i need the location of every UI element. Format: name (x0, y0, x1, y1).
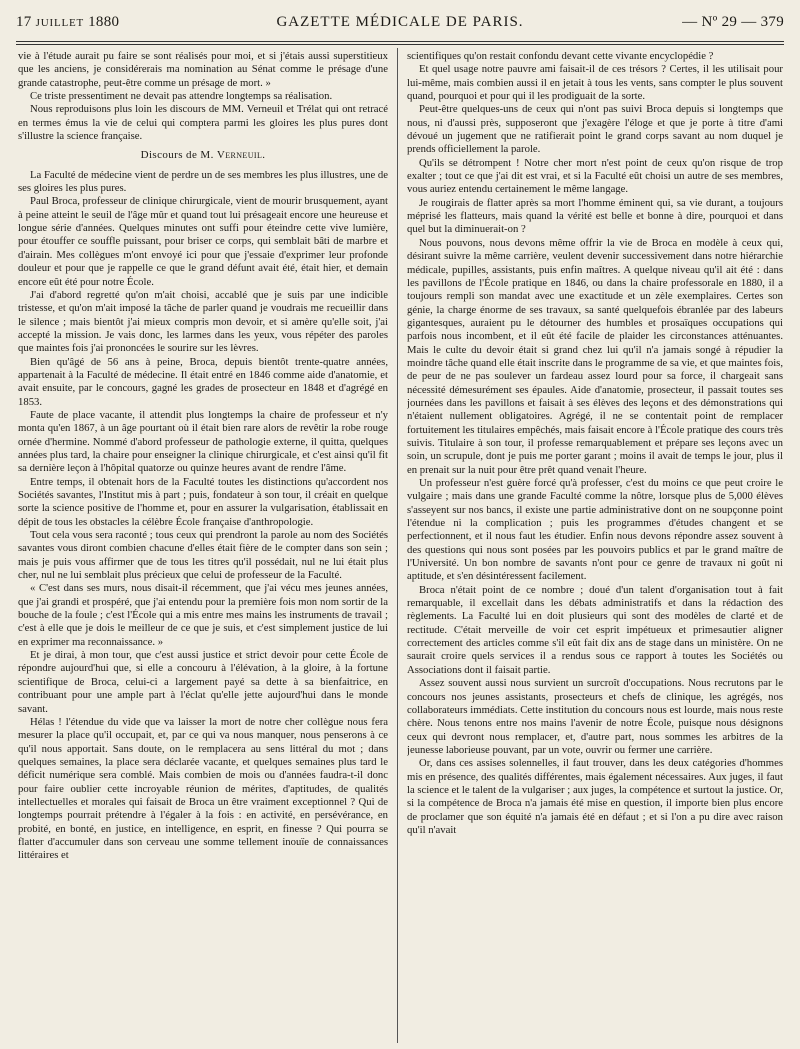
paragraph: J'ai d'abord regretté qu'on m'ait choisi, accablé que je suis par une indicible tristesse, et qu'on m'ait imposé la tâche de parler quand je voudrais me recueillir dans le silence ; mais bientôt j'ai mieux compris mon devoir, et si amère qu'elle soit, j'ai accepté la mission. Je vais donc, les larmes dans les yeux, vous répéter des paroles que maintes fois j'ai prononcées le sourire sur les lèvres. (18, 288, 388, 355)
header-rule (16, 41, 784, 42)
paragraph: Je rougirais de flatter après sa mort l'homme éminent qui, sa vie durant, a toujours méprisé les flatteurs, mais quand la vérité est belle et bonne à dire, pourquoi et dans quel but la diminuerait-on ? (407, 196, 783, 236)
paragraph: Faute de place vacante, il attendit plus longtemps la chaire de professeur et n'y monta qu'en 1867, à un âge pourtant où il était bien rare alors de revêtir la robe rouge ornée d'hermine. Nommé d'abord professeur de pathologie externe, il quitta, quelques années plus tard, la chaire pour enseigner la clinique chirurgicale, et c'est ainsi qu'il fit sa dernière leçon à l'hôpital quatorze ou quinze heures avant de rendre l'âme. (18, 408, 388, 475)
paragraph: Peut-être quelques-uns de ceux qui n'ont pas suivi Broca depuis si longtemps que nous, ni d'aussi près, supposeront que j'exagère l'éloge et que je porte à titre d'ami dévoué un jugement que ne ratifierait point le grand corps savant au nom duquel je prends officiellement la parole. (407, 103, 783, 156)
paragraph: Or, dans ces assises solennelles, il faut trouver, dans les deux catégories d'hommes mis en présence, des qualités différentes, mais également nécessaires. Aux juges, il faut la science et le talent de la vulgariser ; aux juges, la compétence et surtout la justice. Or, si la compétence de Broca n'a jamais été mise en question, il importe bien plus encore de proclamer que son équité n'a jamais été en défaut ; et si l'on a pu dire avec raison qu'il n'avait (407, 757, 783, 836)
quotation-paragraph: « C'est dans ses murs, nous disait-il récemment, que j'ai vécu mes jeunes années, que j'ai grandi et prospéré, que j'ai entendu pour la première fois mon nom sortir de la bouche de la foule ; c'est l'École qui a mis entre mes mains les instruments de travail ; c'est à elle que je dois le meilleur de ce que je suis, et c'est simplement justice de lui en exprimer ma reconnaissance. » (18, 582, 388, 648)
paragraph: Nous pouvons, nous devons même offrir la vie de Broca en modèle à ceux qui, désirant suivre la même carrière, veulent devenir successivement dans notre hiérarchie médicale, pupilles, assistants, puis enfin maîtres. A quelque niveau qu'il ait été : dans les pavillons de l'École pratique en 1846, ou dans la chaire professorale en 1880, il a toujours rempli son mandat avec une exactitude et un zèle exemplaires. Certes son génie, la charge énorme de ses travaux, sa santé quelquefois ébranlée par des labeurs gigantesques, auraient pu le détourner des humbles et prosaïques occupations qui parfois nous incombent, et il eût été facile de plaider les circonstances atténuantes. Mais le culte du devoir était si grand chez lui qu'il n'a jamais songé à répudier la moindre tâche quand elle était inscrite dans le programme de sa vie, et que maintes fois, de peur de ne pas soulever un fardeau assez lourd pour sa force, il chargeait sans nécessité démesurément ses épaules. Aide d'anatomie, prosecteur, il passait toutes ses journées dans les pavillons et faisait à ses élèves des leçons et des démonstrations qui n'étaient nullement obligatoires. Agrégé, il ne se contentait point de remplacer fortuitement les titulaires empêchés, mais faisait encore à l'École pratique des cours très suivis. Titulaire à son tour, il professe remarquablement et prépare ses leçons avec un soin, un scrupule, dont je puis me porter garant ; moins il avait de temps le jour, plus il en prenait sur la nuit pour être prêt quand venait l'heure. (407, 236, 783, 476)
header-issue-page (682, 14, 784, 31)
journal-title: GAZETTE MÉDICALE DE PARIS. (276, 14, 524, 30)
column-divider (397, 48, 398, 1043)
heading-prefix: Discours de M. (140, 149, 214, 162)
right-column (407, 50, 783, 1045)
paragraph: Bien qu'âgé de 56 ans à peine, Broca, depuis bientôt trente-quatre années, appartenait à la Faculté de médecine. Il était entré en 1846 comme aide d'anatomie, et avait ensuite, par le concours, gagné les grades de prosecteur en 1848 et d'agrégé en 1853. (18, 355, 388, 408)
paragraph: Nous reproduisons plus loin les discours de MM. Verneuil et Trélat qui ont retracé en termes émus la vie de celui qui comptera parmi les gloires les plus pures dont s'illustre la science française. (18, 103, 388, 143)
paragraph: scientifiques qu'on restait confondu devant cette vivante encyclopédie ? (407, 50, 714, 62)
left-column (18, 50, 388, 1045)
heading-suffix: . (262, 149, 266, 162)
paragraph: Entre temps, il obtenait hors de la Faculté toutes les distinctions qu'accordent nos Sociétés savantes, l'Institut mis à part ; puis, fondateur à son tour, il créait en quelque sorte la science positive de l'homme et, pour en assurer la vulgarisation, établissait en dépit de tous les obstacles la célèbre École française d'anthropologie. (18, 475, 388, 528)
section-heading (18, 149, 388, 162)
paragraph: Et quel usage notre pauvre ami faisait-il de ces trésors ? Certes, il les utilisait pour lui-même, mais combien aussi il en jetait à tous les vents, sans compter le plus souvent quand, pourquoi et pour qui il les prodiguait de la sorte. (407, 63, 783, 103)
page-header (16, 14, 784, 38)
paragraph: La Faculté de médecine vient de perdre un de ses membres les plus illustres, une de ses gloires les plus pures. (18, 168, 388, 195)
issue-number: — Nº 29 — (682, 14, 757, 30)
paragraph: Hélas ! l'étendue du vide que va laisser la mort de notre cher collègue nous fera mesurer la place qu'il occupait, et, par ce qui va nous manquer, nous penserons à ce qu'il nous apportait. Sans doute, on le remplacera au sens littéral du mot ; dans quelques semaines, la place sera déclarée vacante, et quelques semaines plus tard le déficit numérique sera comblé. Mais combien de mois ou d'années faudra-t-il donc pour faire oublier cette incroyable réunion de mérites, d'aptitudes, de qualités intellectuelles et morales qui faisait de Broca un être vraiment exceptionnel ? Qui de longtemps pourrait prétendre à l'égaler à la fois : en activité, en persévérance, en probité, en bonté, en justice, en intelligence, en esprit, en finesse ? Qui pourra se flatter d'accumuler dans son cerveau une somme tellement inouïe de connaissances littéraires et (18, 715, 388, 862)
paragraph: Paul Broca, professeur de clinique chirurgicale, vient de mourir brusquement, ayant à peine atteint le seuil de l'âge mûr et quand tout lui présageait encore une heureuse et longue série d'années. Quelques minutes ont suffi pour éteindre cette vive lumière, pour étouffer ce souffle puissant, pour briser ce corps, qui semblait bâti de marbre et d'airain. Mes collègues m'ont envoyé ici pour que j'essaie d'exprimer leur profonde douleur et pour que je rappelle ce que le grand défunt avait été, était hier, et demain encore eût été pour notre École. (18, 195, 388, 288)
paragraph: vie à l'étude aurait pu faire se sont réalisés pour moi, et si j'étais aussi superstitieux que les anciens, je considérerais ma nomination au Sénat comme le présage d'une grande catastrophe, peut-être comme un présage de mort. » (18, 50, 388, 89)
paragraph: Broca n'était point de ce nombre ; doué d'un talent d'organisation tout à fait remarquable, il excellait dans les débats administratifs et dans la rédaction des règlements. La Faculté lui en doit plusieurs qui sont des modèles de clarté et de rectitude. C'était merveille de voir cet esprit impétueux et primesautier aligner correctement des articles comme s'il eût fait dix ans de stage dans un ministère. On ne saurait croire quels services il a rendus sous ce rapport à toutes les Sociétés ou Associations dont il faisait partie. (407, 583, 783, 676)
date-month: JUILLET (35, 17, 85, 29)
paragraph: Et je dirai, à mon tour, que c'est aussi justice et strict devoir pour cette École de répondre aujourd'hui que, si elle a concouru à l'élévation, à la gloire, à la fortune scientifique de Broca, celui-ci a largement payé sa dette à sa bienfaitrice, en contribuant pour une ample part à l'éclat qu'elle jette aujourd'hui dans le monde savant. (18, 649, 388, 715)
paragraph: Un professeur n'est guère forcé qu'à professer, c'est du moins ce que peut croire le vulgaire ; mais dans une grande Faculté comme la nôtre, lorsque plus de 5,000 élèves s'asseyent sur nos bancs, il existe une partie administrative dont on ne soupçonne point l'étendue ni la complication ; puis les programmes d'études changent et se perfectionnent, et il nous faut les étudier. Enfin nous devons répondre assez souvent à des questions qui nous sont posées par les pouvoirs publics et par le grand maître de l'Université. Un bon nombre de savants n'ont pour ce genre de travaux ni goût ni aptitude, et s'en désintéressent facilement. (407, 477, 783, 583)
date-year: 1880 (88, 14, 120, 30)
heading-name: Verneuil (216, 149, 263, 162)
paragraph: Ce triste pressentiment ne devait pas attendre longtemps sa réalisation. (30, 90, 333, 103)
header-rule-double (16, 44, 784, 45)
page-number: 379 (760, 14, 784, 30)
paragraph: Tout cela vous sera raconté ; tous ceux qui prendront la parole au nom des Sociétés savantes vous diront combien chacune d'elles était fière de le compter dans son sein ; mais je puis vous affirmer que de tous les titres qu'il possédait, nul ne lui était plus cher, nul ne lui semblait plus précieux que celui de professeur de la Faculté. (18, 529, 388, 582)
date-day: 17 (16, 14, 32, 30)
paragraph: Qu'ils se détrompent ! Notre cher mort n'est point de ceux qu'on risque de trop exalter ; tout ce que j'ai dit est vrai, et si la Faculté eût choisi un autre de ses membres, vous auriez entendu certainement le même langage. (407, 156, 783, 196)
paragraph: Assez souvent aussi nous survient un surcroît d'occupations. Nous recrutons par le concours nos jeunes assistants, prosecteurs et chefs de clinique, les agrégés, nos collaborateurs immédiats. Cette institution du concours nous est lourde, mais nous reste chère. Nous tenons entre nos mains l'avenir de notre École, puisque nous désignons ceux qui devront nous remplacer, et, d'autre part, nous sommes les arbitres de la jeunesse laborieuse pouvant, par un vote, ouvrir ou fermer une carrière. (407, 677, 783, 756)
